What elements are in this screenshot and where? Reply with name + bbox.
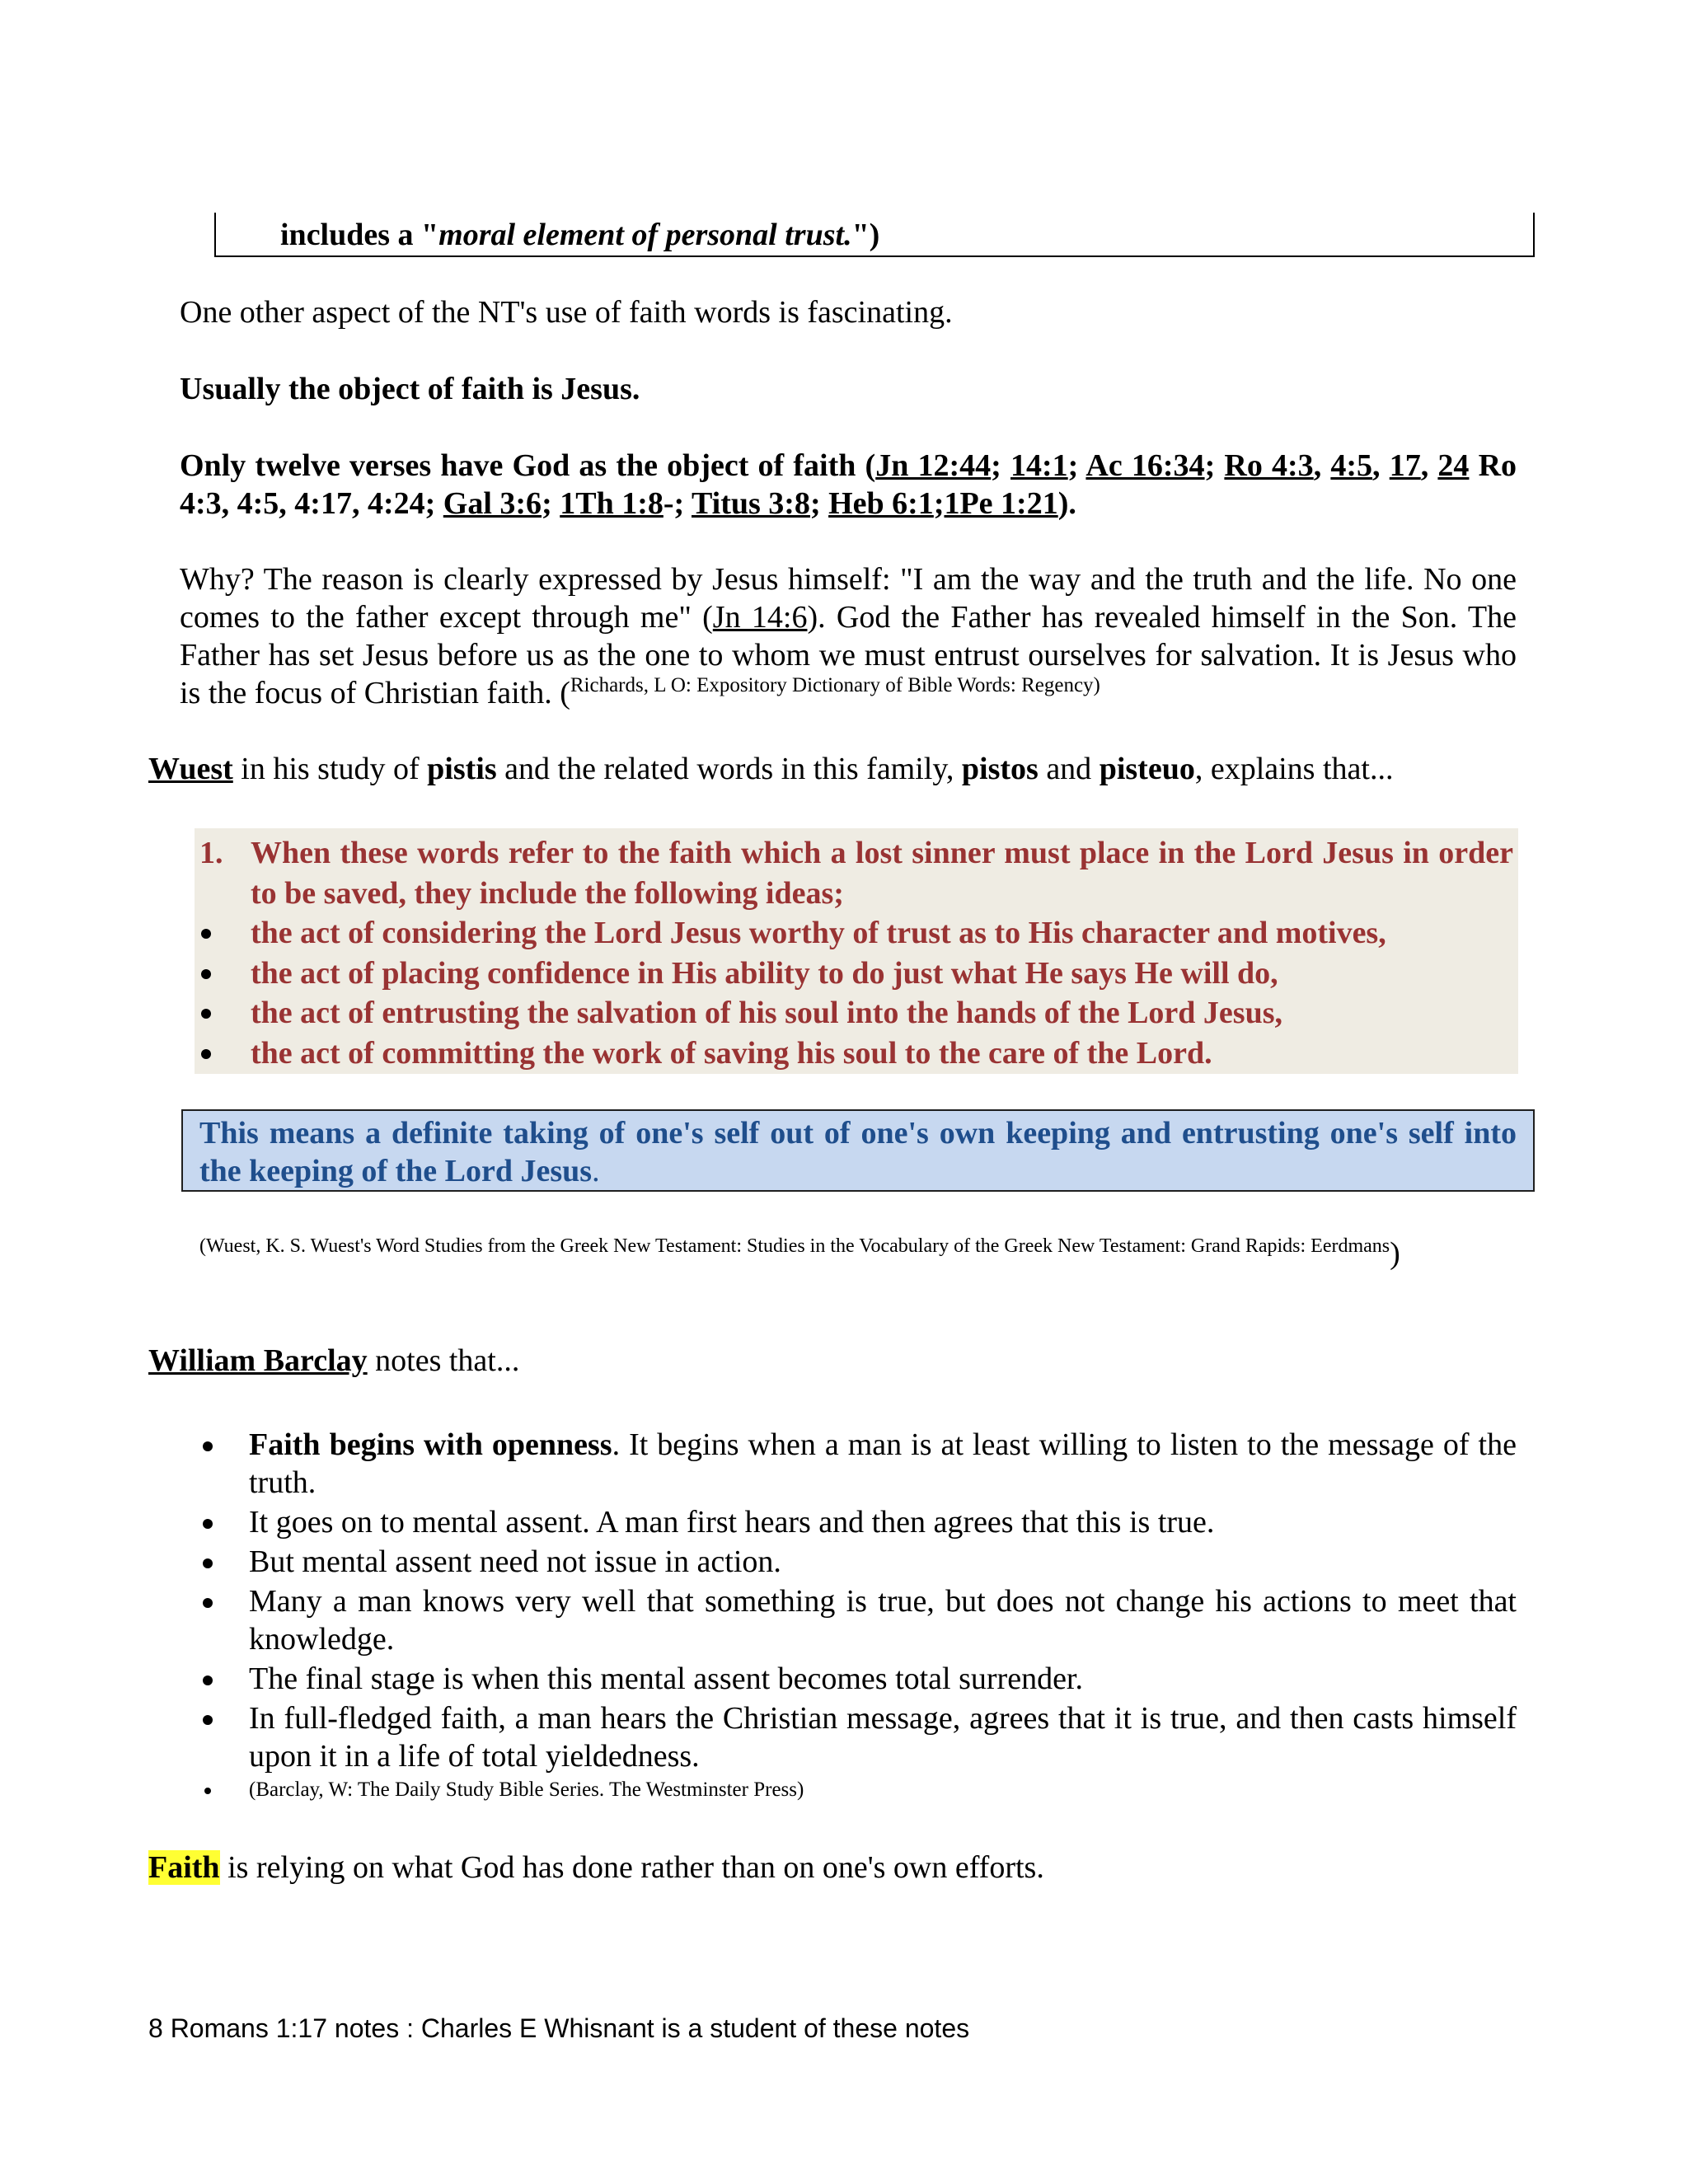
barclay-intro: William Barclay notes that... [148,1343,520,1378]
paragraph-object-jesus: Usually the object of faith is Jesus. [180,372,640,406]
wuest-list [195,833,1513,1073]
citation-richards: Richards, L O: Expository Dictionary of Bible Words: Regency) [570,674,1100,696]
highlighted-word: Faith [148,1850,220,1885]
faith-definition: Faith is relying on what God has done rather than on one's own efforts. [148,1850,1044,1885]
bullet-icon [203,1715,213,1725]
ref-link[interactable]: 1Pe 1:21 [944,486,1058,521]
ref-link[interactable]: 1Th 1:8 [560,486,663,521]
list-item: Many a man knows very well that something is true, but does not change his actions to meet that knowledge. [195,1582,1517,1658]
list-item: the act of entrusting the salvation of his soul into the hands of the Lord Jesus, [195,993,1513,1033]
list-item: (Barclay, W: The Daily Study Bible Series. The Westminster Press) [195,1777,1517,1803]
list-item: the act of committing the work of saving his soul to the care of the Lord. [195,1033,1513,1074]
barclay-list [195,1426,1517,1805]
bullet-icon [201,969,211,979]
ref-link[interactable]: Ac 16:34 [1085,448,1205,483]
list-item: In full-fledged faith, a man hears the Christian message, agrees that it is true, and then casts himself upon it in a life of total yieldedness. [195,1699,1517,1775]
paragraph-faith-words: One other aspect of the NT's use of faith words is fascinating. [180,295,953,330]
list-item: Faith begins with openness. It begins when a man is at least willing to listen to the message of the truth. [195,1426,1517,1502]
ref-link[interactable]: Ro 4:3 [1224,448,1314,483]
wuest-citation: (Wuest, K. S. Wuest's Word Studies from the Greek New Testament: Studies in the Vocabulary of the Greek New Testament: Grand Rapids: Eerdmans) [199,1235,1400,1271]
paragraph-why: Why? The reason is clearly expressed by Jesus himself: "I am the way and the truth and the life. No one comes to the father except through me" (Jn 14:6). God the Father has revealed himself in the Son. The Father has set Jesus before us as the one to whom we must entrust ourselves for salvation. It is Jesus who is the focus of Christian faith. ($^{Richards, L O: Expository Dictionary of Bible Words: Regency)}$ [180,562,1517,710]
ref-link[interactable]: Titus 3:8 [691,486,810,521]
bullet-icon [203,1598,213,1608]
barclay-link[interactable]: William Barclay [148,1343,368,1378]
bullet-icon [203,1558,213,1568]
wuest-intro: Wuest in his study of pistis and the related words in this family, pistos and pisteuo, explains that... [148,752,1394,786]
list-item: The final stage is when this mental assent becomes total surrender. [195,1660,1517,1698]
highlight-box-text: This means a definite taking of one's self out of one's own keeping and entrusting one's self into the keeping of the Lord Jesus. [199,1116,1517,1188]
bullet-icon [203,1441,213,1451]
list-item: the act of placing confidence in His ability to do just what He says He will do, [195,954,1513,994]
ref-link[interactable]: Heb 6:1 [828,486,934,521]
quote-italic: moral element of personal trust. [438,218,852,252]
list-item: It goes on to mental assent. A man first hears and then agrees that this is true. [195,1503,1517,1541]
bullet-icon [201,1009,211,1019]
quote-box-text [280,216,879,254]
quote-tail: ") [851,218,880,252]
list-item: But mental assent need not issue in action. [195,1543,1517,1581]
ref-link[interactable]: Jn 14:6 [712,600,808,635]
bullet-icon [201,1049,211,1059]
page-footer: 8 Romans 1:17 notes : Charles E Whisnant is a student of these notes [148,2013,970,2043]
ref-link[interactable]: Jn 12:44 [875,448,992,483]
list-item: 1. When these words refer to the faith which a lost sinner must place in the Lord Jesus in order to be saved, they include the following ideas; [199,836,1513,911]
wuest-link[interactable]: Wuest [148,752,233,786]
paragraph-twelve-verses: Only twelve verses have God as the object of faith (Jn 12:44; 14:1; Ac 16:34; Ro 4:3, 4:5, 17, 24 Ro 4:3, 4:5, 4:17, 4:24; Gal 3:6; 1Th 1:8-; Titus 3:8; Heb 6:1;1Pe 1:21). [180,448,1517,521]
ref-link[interactable]: Gal 3:6 [443,486,542,521]
bullet-icon [203,1519,213,1529]
ref-link[interactable]: 4:5 [1330,448,1373,483]
ref-link[interactable]: 17 [1389,448,1421,483]
bullet-icon [201,929,211,939]
bullet-icon [204,1788,211,1794]
list-item: the act of considering the Lord Jesus worthy of trust as to His character and motives, [195,913,1513,954]
ref-link[interactable]: 24 [1437,448,1470,483]
bullet-icon [203,1675,213,1685]
quote-lead: includes a " [280,218,439,252]
ref-link[interactable]: 14:1 [1010,448,1068,483]
